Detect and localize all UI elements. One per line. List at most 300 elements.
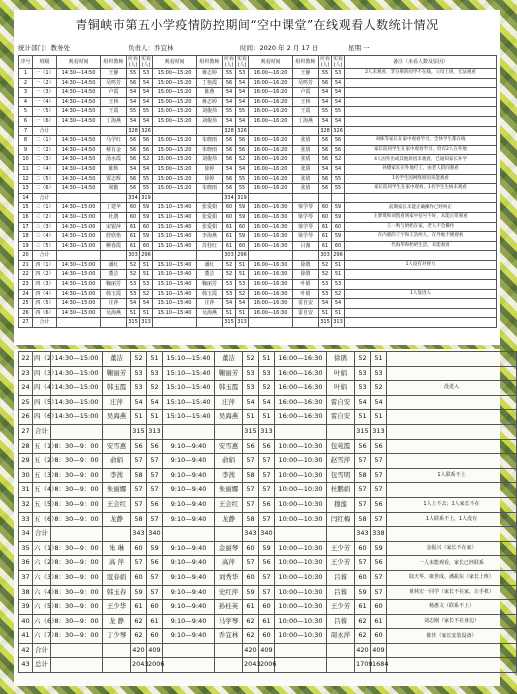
table-cell: 60: [355, 570, 371, 585]
table-cell: 56: [127, 78, 140, 88]
table-cell: 53: [223, 289, 236, 299]
table-cell: 10:00—10:30: [275, 585, 327, 600]
table-cell: 10:00—10:30: [275, 556, 327, 571]
table-cell: 53: [332, 69, 345, 79]
table-cell: 60: [332, 241, 345, 251]
remark-cell: 刘栋等家长在家中观看学习，全体学生都在线: [345, 136, 497, 146]
table-cell: 39: [19, 600, 33, 615]
table-cell: 56: [223, 78, 236, 88]
table-row: [19, 203, 497, 213]
table-cell: 59: [371, 541, 387, 556]
table-row: [19, 78, 497, 88]
table-cell: 丁海燕: [101, 116, 127, 126]
table-row: [19, 468, 517, 483]
table-cell: 315: [131, 424, 147, 439]
table-cell: 303: [223, 251, 236, 261]
table-cell: 四（6）: [33, 308, 57, 318]
table-cell: 10:00—10:30: [275, 541, 327, 556]
column-header: 实看(人): [141, 56, 152, 68]
table-cell: 420: [243, 643, 259, 658]
table-cell: 51: [371, 352, 387, 367]
table-cell: 313: [371, 424, 387, 439]
table-cell: 二（3）: [33, 155, 57, 165]
table-cell: 20: [19, 251, 33, 261]
table-cell: 57: [131, 556, 147, 571]
table-row: [19, 439, 517, 454]
table-cell: 17: [19, 222, 33, 232]
table-cell: 326: [236, 126, 249, 136]
table-cell: 59: [140, 203, 153, 213]
table-row: [19, 308, 497, 318]
table-cell: 14:30—15:00: [57, 299, 101, 309]
table-cell: 合计: [33, 251, 57, 261]
table-cell: 54: [236, 299, 249, 309]
table-cell: 22: [19, 270, 33, 280]
table-cell: [57, 126, 101, 136]
table-cell: [103, 643, 131, 658]
table-row: [19, 251, 497, 261]
table-row: [19, 556, 517, 571]
table-cell: [215, 643, 243, 658]
table-cell: 徐婷: [197, 164, 223, 174]
table-cell: 徐鹃: [293, 260, 319, 270]
table-cell: 王少芳: [327, 600, 355, 615]
table-cell: 杜鹏娟: [327, 483, 355, 498]
table-cell: 57: [259, 454, 275, 469]
table-cell: 61: [147, 614, 163, 629]
table-cell: 三（5）: [33, 241, 57, 251]
remark-cell: [345, 318, 497, 328]
table-cell: 55: [140, 174, 153, 184]
table-cell: 四（3）: [33, 280, 57, 290]
table-cell: 62: [355, 629, 371, 644]
table-cell: 王会红: [103, 497, 131, 512]
table-cell: 51: [371, 410, 387, 425]
table-cell: 52: [332, 155, 345, 165]
table-cell: 57: [131, 454, 147, 469]
table-cell: [293, 126, 319, 136]
table-row: [19, 318, 497, 328]
table-cell: 52: [127, 270, 140, 280]
table-cell: 59: [332, 232, 345, 242]
table-cell: 52: [355, 352, 371, 367]
table-cell: 54: [319, 97, 332, 107]
table-cell: 54: [355, 395, 371, 410]
column-header: 实看(人): [237, 56, 248, 68]
table-cell: 57: [147, 483, 163, 498]
table-cell: 55: [236, 184, 249, 194]
table-cell: 2043: [131, 658, 147, 673]
column-header: 组织教师: [197, 56, 223, 69]
table-cell: 穆莲: [327, 497, 355, 512]
table-cell: 张倩: [293, 174, 319, 184]
table-cell: 8：30—9：00: [51, 439, 103, 454]
table-cell: 56: [147, 556, 163, 571]
table-cell: 梁学琴: [293, 232, 319, 242]
table-cell: 52: [223, 270, 236, 280]
table-cell: 59: [243, 585, 259, 600]
table-cell: 54: [332, 78, 345, 88]
stats-table-bottom: [18, 351, 517, 673]
table-cell: 梁勤: [101, 184, 127, 194]
table-cell: 326: [332, 126, 345, 136]
table-cell: 16:00—16:20: [249, 184, 293, 194]
table-cell: 16: [19, 212, 33, 222]
table-cell: 王霞: [293, 107, 319, 117]
table-cell: 8：30—9：00: [51, 512, 103, 527]
table-cell: 15:10—15:40: [153, 289, 197, 299]
table-cell: 57: [259, 483, 275, 498]
meta-dept: 统计部门：教务处: [18, 44, 70, 52]
table-cell: 59: [236, 212, 249, 222]
table-cell: 赵雪萍: [327, 454, 355, 469]
column-header: 组织教师: [101, 56, 127, 69]
table-cell: 刘俊伟: [197, 116, 223, 126]
table-cell: 叶娟: [293, 280, 319, 290]
table-cell: 343: [243, 527, 259, 542]
table-cell: [51, 424, 103, 439]
table-cell: 51: [147, 410, 163, 425]
table-cell: 328: [319, 126, 332, 136]
table-cell: 343: [355, 527, 371, 542]
table-cell: 53: [319, 280, 332, 290]
table-cell: 三（3）: [33, 222, 57, 232]
table-cell: 51: [319, 308, 332, 318]
table-row: [19, 454, 517, 469]
table-cell: 六（1）: [33, 541, 51, 556]
table-cell: 34: [19, 527, 33, 542]
table-cell: 57: [371, 585, 387, 600]
table-cell: 贾志辉: [101, 174, 127, 184]
table-cell: [332, 193, 345, 203]
table-cell: 吕薇: [293, 241, 319, 251]
table-cell: 51: [355, 410, 371, 425]
table-cell: 340: [259, 527, 275, 542]
table-cell: 57: [259, 585, 275, 600]
table-cell: 60: [147, 600, 163, 615]
remark-cell: 2人未观看，非分班的同学不在线。父母上班，无法观看: [345, 69, 497, 79]
table-cell: 56: [319, 174, 332, 184]
table-cell: 54: [319, 116, 332, 126]
table-cell: [249, 318, 293, 328]
table-cell: 58: [243, 468, 259, 483]
table-cell: 14:30—15:00: [57, 241, 101, 251]
table-cell: 10: [19, 155, 33, 165]
table-cell: 57: [355, 556, 371, 571]
table-cell: 30: [19, 468, 33, 483]
table-cell: 57: [147, 512, 163, 527]
table-cell: [101, 193, 127, 203]
table-cell: [275, 643, 327, 658]
remark-cell: [387, 483, 517, 498]
table-cell: 15:10—15:40: [153, 299, 197, 309]
meta-weekday: 星期 一: [348, 44, 370, 52]
remark-cell: 1人没有对视力: [345, 260, 497, 270]
table-cell: 55: [236, 107, 249, 117]
table-cell: 60: [223, 212, 236, 222]
table-cell: 51: [259, 352, 275, 367]
table-cell: 陈辉: [101, 164, 127, 174]
table-cell: 59: [140, 232, 153, 242]
table-cell: 四（5）: [33, 299, 57, 309]
table-cell: [197, 251, 223, 261]
column-header: 观看时间: [249, 56, 293, 69]
table-row: [19, 88, 497, 98]
table-cell: 60: [371, 629, 387, 644]
table-cell: 60: [140, 241, 153, 251]
table-cell: 2043: [243, 658, 259, 673]
table-cell: [153, 318, 197, 328]
table-cell: 56: [259, 439, 275, 454]
table-row: [19, 164, 497, 174]
table-cell: 61: [223, 222, 236, 232]
table-cell: 60: [332, 222, 345, 232]
table-cell: [57, 318, 101, 328]
table-cell: 9:10—9:40: [163, 629, 215, 644]
table-cell: 59: [236, 203, 249, 213]
remark-cell: [387, 527, 517, 542]
table-cell: 15:00—15:20: [153, 136, 197, 146]
table-cell: 328: [223, 126, 236, 136]
table-cell: 59: [147, 541, 163, 556]
table-cell: 56: [259, 556, 275, 571]
table-cell: 朱 琳: [103, 541, 131, 556]
table-cell: 57: [371, 483, 387, 498]
table-cell: 三（4）: [33, 232, 57, 242]
table-cell: 54: [223, 88, 236, 98]
table-cell: 吴鸣芳: [293, 78, 319, 88]
remark-cell: 1名学生因网络原因未能观看: [345, 174, 497, 184]
table-row: [19, 136, 497, 146]
remark-cell: 代海华和奶奶生活，未能观看: [345, 241, 497, 251]
table-cell: 54: [223, 97, 236, 107]
table-cell: 60: [127, 203, 140, 213]
table-cell: 徐鹃: [327, 352, 355, 367]
table-cell: 409: [259, 643, 275, 658]
table-cell: 李海燕: [197, 232, 223, 242]
table-cell: 60: [223, 203, 236, 213]
table-cell: 58: [355, 468, 371, 483]
table-cell: 16:00—16:20: [249, 107, 293, 117]
table-cell: 51: [259, 410, 275, 425]
table-cell: 15:00—15:20: [153, 174, 197, 184]
table-cell: 14:30—14:50: [57, 184, 101, 194]
table-row: [19, 184, 497, 194]
table-cell: 三（1）: [33, 203, 57, 213]
table-row: [19, 512, 517, 527]
column-header: 观看时间: [57, 56, 101, 69]
table-cell: 54: [332, 164, 345, 174]
table-cell: 60: [140, 222, 153, 232]
table-cell: 王静: [293, 69, 319, 79]
table-cell: 52: [131, 352, 147, 367]
table-cell: 56: [355, 439, 371, 454]
table-cell: 16:00—16:30: [249, 222, 293, 232]
table-cell: 六（4）: [33, 585, 51, 600]
table-row: [19, 395, 517, 410]
table-row: [19, 541, 517, 556]
table-cell: 鞠丽芳: [101, 280, 127, 290]
table-cell: 420: [355, 643, 371, 658]
table-cell: 42: [19, 643, 33, 658]
table-cell: [101, 251, 127, 261]
table-cell: 李茜: [103, 468, 131, 483]
table-cell: 四（6）: [33, 410, 51, 425]
table-cell: 9:10—9:40: [163, 556, 215, 571]
table-cell: 54: [319, 164, 332, 174]
table-cell: 四（2）: [33, 270, 57, 280]
table-cell: 16:00—16:30: [275, 410, 327, 425]
table-cell: 鞠丽芳: [197, 280, 223, 290]
table-cell: 龙静: [103, 512, 131, 527]
remark-cell: [345, 78, 497, 88]
table-cell: 55: [236, 174, 249, 184]
table-cell: 54: [140, 116, 153, 126]
table-cell: 六（5）: [33, 600, 51, 615]
table-cell: 9:10—9:40: [163, 497, 215, 512]
table-cell: 15:10—15:40: [163, 410, 215, 425]
table-cell: [249, 126, 293, 136]
table-row: [19, 410, 517, 425]
table-cell: 16:00—16:20: [249, 88, 293, 98]
table-cell: 史红萍: [215, 585, 243, 600]
table-cell: 56: [140, 136, 153, 146]
table-cell: [197, 318, 223, 328]
table-cell: 57: [147, 454, 163, 469]
table-cell: 14:30—15:00: [57, 270, 101, 280]
table-cell: 54: [223, 164, 236, 174]
table-cell: [57, 251, 101, 261]
table-cell: 安雪惠: [103, 439, 131, 454]
table-cell: 313: [140, 318, 153, 328]
table-cell: 朱晓雨: [197, 136, 223, 146]
remark-cell: [345, 116, 497, 126]
table-cell: 62: [243, 629, 259, 644]
table-cell: 丁少琴: [103, 629, 131, 644]
report-title: 青铜峡市第五小学疫情防控期间“空中课堂”在线观看人数统计情况: [75, 18, 439, 32]
table-cell: 57: [259, 570, 275, 585]
table-cell: 53: [127, 289, 140, 299]
table-cell: 409: [147, 643, 163, 658]
table-cell: 21: [19, 260, 33, 270]
table-cell: 313: [332, 318, 345, 328]
table-cell: 56: [131, 439, 147, 454]
table-cell: 三（2）: [33, 212, 57, 222]
table-cell: 54: [140, 164, 153, 174]
table-row: [19, 126, 497, 136]
table-cell: [275, 527, 327, 542]
table-cell: 五（5）: [33, 497, 51, 512]
table-cell: 51: [243, 410, 259, 425]
table-cell: 一（3）: [33, 88, 57, 98]
table-cell: [163, 527, 215, 542]
table-cell: [215, 658, 243, 673]
remark-cell: 刘志刚（家长不在身边）: [387, 614, 517, 629]
table-cell: 李茜: [215, 468, 243, 483]
table-cell: 9:10—9:40: [163, 585, 215, 600]
table-cell: 409: [371, 643, 387, 658]
table-row: [19, 107, 497, 117]
table-cell: 14:30—14:50: [57, 155, 101, 165]
table-cell: 54: [140, 97, 153, 107]
table-cell: 53: [355, 381, 371, 396]
table-cell: 15:10—15:40: [163, 352, 215, 367]
table-cell: 16:00—16:30: [249, 299, 293, 309]
table-row: [19, 585, 517, 600]
table-cell: [293, 318, 319, 328]
table-cell: 303: [127, 251, 140, 261]
table-cell: 35: [19, 541, 33, 556]
table-cell: 52: [147, 381, 163, 396]
table-cell: 54: [259, 395, 275, 410]
table-cell: 51: [332, 308, 345, 318]
table-cell: 53: [332, 280, 345, 290]
table-cell: 鞠丽芳: [103, 366, 131, 381]
table-cell: 10:00—10:30: [275, 483, 327, 498]
table-cell: [103, 424, 131, 439]
table-cell: 四（4）: [33, 289, 57, 299]
table-cell: 16:00—16:30: [275, 381, 327, 396]
table-cell: 二（1）: [33, 136, 57, 146]
table-cell: 51: [332, 260, 345, 270]
table-cell: 14:30—14:50: [57, 136, 101, 146]
table-cell: 16:00—16:30: [249, 270, 293, 280]
table-cell: 25: [19, 299, 33, 309]
table-cell: 54: [140, 299, 153, 309]
table-cell: 9:10—9:40: [163, 570, 215, 585]
table-cell: 53: [131, 366, 147, 381]
table-cell: 2006: [147, 658, 163, 673]
table-cell: 58: [131, 468, 147, 483]
table-cell: 57: [371, 468, 387, 483]
table-cell: 寇春娟: [103, 570, 131, 585]
table-cell: 57: [355, 454, 371, 469]
table-cell: [57, 193, 101, 203]
table-cell: 8：30—9：00: [51, 556, 103, 571]
table-cell: 52: [140, 289, 153, 299]
table-cell: 15:10—15:40: [153, 222, 197, 232]
table-cell: 蒋志婷: [197, 97, 223, 107]
table-cell: 二（6）: [33, 184, 57, 194]
column-header: 班级: [33, 56, 57, 69]
table-cell: 乔宜林: [215, 629, 243, 644]
table-cell: 14:30—15:00: [57, 212, 101, 222]
table-cell: 吕蓉: [327, 570, 355, 585]
remark-cell: [387, 454, 517, 469]
table-cell: 315: [243, 424, 259, 439]
table-cell: [327, 424, 355, 439]
table-cell: 59: [332, 203, 345, 213]
table-cell: 4: [19, 97, 33, 107]
table-cell: 龙静: [215, 512, 243, 527]
table-cell: 朱晓雨: [197, 145, 223, 155]
table-cell: 15:00—15:20: [153, 164, 197, 174]
table-cell: 54: [236, 88, 249, 98]
table-cell: 张倩: [293, 145, 319, 155]
table-cell: 8：30—9：00: [51, 497, 103, 512]
table-cell: 王会红: [215, 497, 243, 512]
table-cell: 334: [223, 193, 236, 203]
column-header: 观看时间: [153, 56, 197, 69]
remark-cell: [345, 251, 497, 261]
remark-cell: [345, 126, 497, 136]
table-cell: 61: [127, 241, 140, 251]
table-cell: 313: [147, 424, 163, 439]
table-cell: 吴海燕: [101, 308, 127, 318]
table-cell: 61: [259, 614, 275, 629]
table-cell: 雷自安: [293, 299, 319, 309]
table-cell: 15:10—15:40: [153, 280, 197, 290]
